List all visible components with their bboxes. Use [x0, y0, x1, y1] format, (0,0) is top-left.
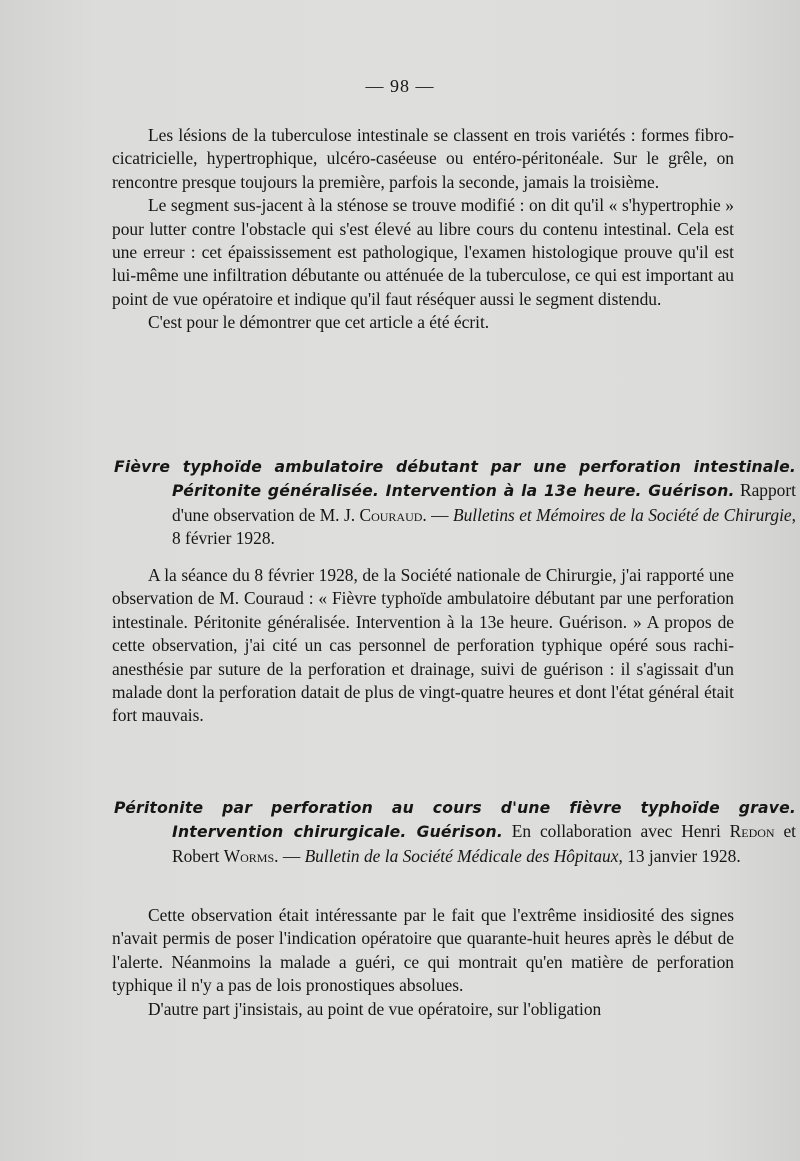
intro-paragraph-3: C'est pour le démontrer que cet article a été écrit. [148, 312, 490, 333]
entry-2-paragraph-2: D'autre part j'insistais, au point de vue opératoire, sur l'obligation [148, 998, 602, 1019]
entry-2-title: Péritonite par perforation au cours d'une fièvre typhoïde grave. Intervention chirurgicale. Guérison. [114, 799, 796, 842]
entry-2-citation: En collaboration avec Henri [502, 821, 730, 842]
entry-2-author-1: Redon [729, 821, 775, 842]
intro-paragraph-2: Le segment sus-jacent à la sténose se trouve modifié : on dit qu'il « s'hypertrophie » pour lutter contre l'obstacle qui s'est élevé au libre cours du contenu intestinal. Cela est une erreur : cet épaississement est pathologique, l'examen histologique prouve qu'il est lui-même une infiltration débutante ou atténuée de la tuberculose, ce qui est important au point de vue opératoire et indique qu'il faut réséquer aussi le segment distendu. [112, 195, 734, 309]
entry-2-journal: Bulletin de la Société Médicale des Hôpitaux [304, 845, 619, 866]
entry-1-separator: . — [422, 504, 453, 525]
bibliography-entry-1 [114, 455, 796, 551]
intro-paragraph-1: Les lésions de la tuberculose intestinale se classent en trois variétés : formes fibro-cicatricielle, hypertrophique, ulcéro-caséeuse ou entéro-péritonéale. Sur le grêle, on rencontre presque toujours la première, parfois la seconde, jamais la troisième. [112, 125, 734, 192]
entry-1-citation: Rapport d'une observation de M. J. [172, 480, 797, 525]
entry-1-paragraph: A la séance du 8 février 1928, de la Société nationale de Chirurgie, j'ai rapporté une observation de M. Couraud : « Fièvre typhoïde ambulatoire débutant par une perforation intestinale. Péritonite généralisée. Intervention à la 13e heure. Guérison. » A propos de cette observation, j'ai cité un cas personnel de perforation typhique opéré sous rachi-anesthésie par suture de la perforation et drainage, suivi de guérison : il s'agissait d'un malade dont la perforation datait de plus de vingt-quatre heures et dont l'état général était fort mauvais. [112, 565, 734, 726]
bibliography-entry-2 [114, 796, 796, 868]
entry-1-author: Couraud [359, 504, 423, 525]
entry-1-body [112, 564, 734, 728]
entry-2-author-2: Worms [223, 845, 275, 866]
entry-2-body [112, 904, 734, 1021]
entry-2-separator: . — [274, 845, 305, 866]
entry-1-date: , 8 février 1928. [172, 504, 796, 549]
entry-2-paragraph-1: Cette observation était intéressante par le fait que l'extrême insidiosité des signes n'avait permis de poser l'indication opératoire que quarante-huit heures après le début de l'alerte. Néanmoins la malade a guéri, ce qui montrait qu'en matière de perforation typhique il n'y a pas de lois pronostiques absolues. [112, 905, 734, 996]
entry-1-journal: Bulletins et Mémoires de la Société de Chirurgie [452, 504, 792, 525]
intro-section [112, 124, 734, 335]
entry-2-citation-mid: et Robert [172, 821, 796, 866]
page-number: — 98 — [365, 76, 435, 96]
entry-1-title: Fièvre typhoïde ambulatoire débutant par une perforation intestinale. Péritonite généralisée. Intervention à la 13e heure. Guérison. [114, 458, 796, 501]
entry-2-date: , 13 janvier 1928. [618, 845, 741, 866]
